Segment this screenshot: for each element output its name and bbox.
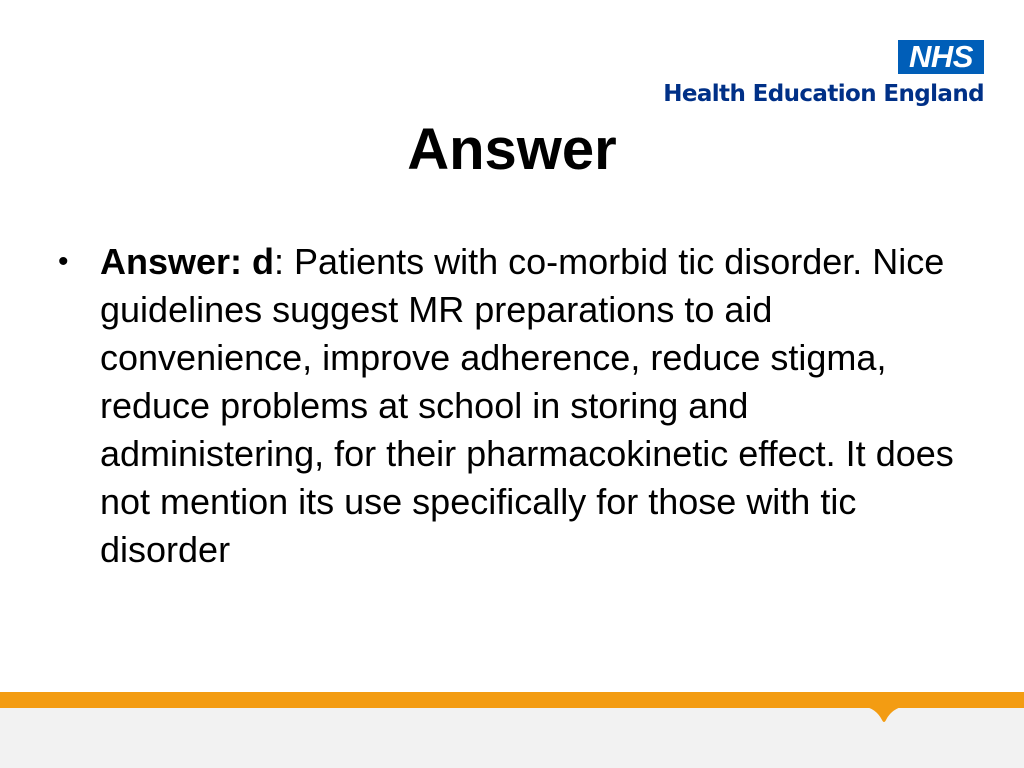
answer-lead: Answer: d — [100, 241, 275, 282]
slide-body — [58, 238, 968, 574]
bullet-text — [100, 238, 968, 574]
footer-notch-shape — [862, 706, 906, 724]
slide-title: Answer — [407, 117, 617, 182]
hee-logo — [634, 40, 984, 110]
bullet-item — [58, 238, 968, 574]
bullet-icon: • — [58, 245, 69, 278]
answer-explanation: : Patients with co-morbid tic disorder. Nice guidelines suggest MR preparations to aid convenience, improve adherence, reduce stigma, reduce problems at school in storing and administering, for their pharmacokinetic effect. It does not mention its use specifically for those with tic disorder — [100, 241, 954, 570]
organisation-name: Health Education England — [663, 81, 984, 107]
nhs-logo-badge: NHS — [898, 40, 984, 74]
